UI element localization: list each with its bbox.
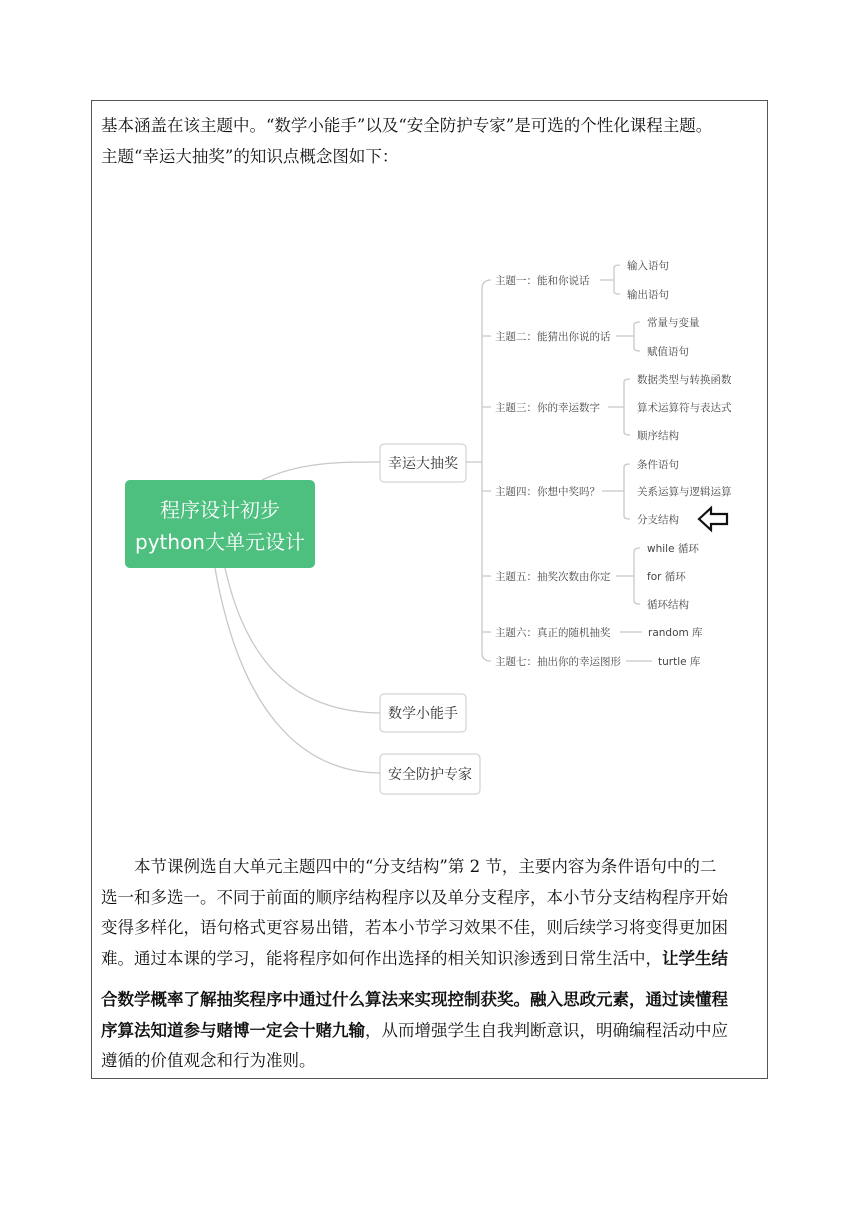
topic-2-item-2: 赋值语句 bbox=[647, 346, 689, 358]
topic-7-item-1: turtle 库 bbox=[658, 656, 701, 668]
topic-2-item-1: 常量与变量 bbox=[647, 317, 700, 329]
topic-3-item-1: 数据类型与转换函数 bbox=[637, 374, 732, 386]
topic-6-item-1: random 库 bbox=[648, 627, 703, 639]
branch-label-3: 安全防护专家 bbox=[388, 767, 472, 783]
paragraph-line-6 bbox=[101, 1016, 761, 1046]
intro-line-1: 基本涵盖在该主题中。“数学小能手”以及“安全防护专家”是可选的个性化课程主题。 bbox=[101, 116, 713, 135]
paragraph-line-4 bbox=[101, 944, 761, 974]
paragraph-line-7: 遵循的价值观念和行为准则。 bbox=[101, 1051, 316, 1070]
intro-line-2: 主题“幸运大抽奖”的知识点概念图如下： bbox=[101, 147, 399, 166]
topic-3-item-3: 顺序结构 bbox=[637, 430, 679, 442]
branch-label-2: 数学小能手 bbox=[388, 706, 458, 722]
root-node bbox=[125, 480, 315, 568]
topic-4: 主题四：你想中奖吗？ bbox=[495, 486, 600, 498]
topic-3-item-2: 算术运算符与表达式 bbox=[637, 402, 732, 414]
root-label-1: 程序设计初步 bbox=[160, 498, 280, 522]
topic-1-item-1: 输入语句 bbox=[627, 260, 669, 272]
topic-4-item-3: 分支结构 bbox=[637, 514, 679, 526]
left-arrow-icon bbox=[699, 508, 727, 530]
paragraph-line-2: 选一和多选一。不同于前面的顺序结构程序以及单分支程序，本小节分支结构程序开始 bbox=[101, 888, 728, 907]
paragraph-line-4-bold: 让学生结 bbox=[662, 949, 728, 968]
topic-1-item-2: 输出语句 bbox=[627, 289, 669, 301]
paragraph-line-3: 变得多样化，语句格式更容易出错，若本小节学习效果不佳，则后续学习将变得更加困 bbox=[101, 918, 728, 937]
paragraph-line-5: 合数学概率了解抽奖程序中通过什么算法来实现控制获奖。融入思政元素，通过读懂程 bbox=[101, 990, 728, 1009]
topic-5-item-1: while 循环 bbox=[647, 543, 699, 555]
topic-6: 主题六：真正的随机抽奖 bbox=[495, 627, 611, 639]
branch-label-1: 幸运大抽奖 bbox=[388, 456, 458, 472]
paragraph-line-1: 本节课例选自大单元主题四中的“分支结构”第 2 节，主要内容为条件语句中的二 bbox=[134, 857, 717, 876]
topic-1: 主题一：能和你说话 bbox=[495, 275, 590, 287]
paragraph-line-6-bold: 序算法知道参与赌博一定会十赌九输 bbox=[101, 1021, 365, 1040]
root-label-2: python大单元设计 bbox=[135, 530, 305, 554]
topic-5: 主题五：抽奖次数由你定 bbox=[495, 571, 611, 583]
topic-5-item-3: 循环结构 bbox=[647, 599, 689, 611]
topic-5-item-2: for 循环 bbox=[647, 571, 686, 583]
topic-3: 主题三：你的幸运数字 bbox=[495, 402, 600, 414]
topic-7: 主题七：抽出你的幸运图形 bbox=[495, 656, 621, 668]
topic-2: 主题二：能猜出你说的话 bbox=[495, 331, 611, 343]
topic-4-item-1: 条件语句 bbox=[637, 459, 679, 471]
paragraph-line-6-normal: ，从而增强学生自我判断意识，明确编程活动中应 bbox=[365, 1021, 728, 1040]
topic-4-item-2: 关系运算与逻辑运算 bbox=[637, 486, 732, 498]
paragraph-line-4-normal: 难。通过本课的学习，能将程序如何作出选择的相关知识渗透到日常生活中， bbox=[101, 949, 662, 968]
